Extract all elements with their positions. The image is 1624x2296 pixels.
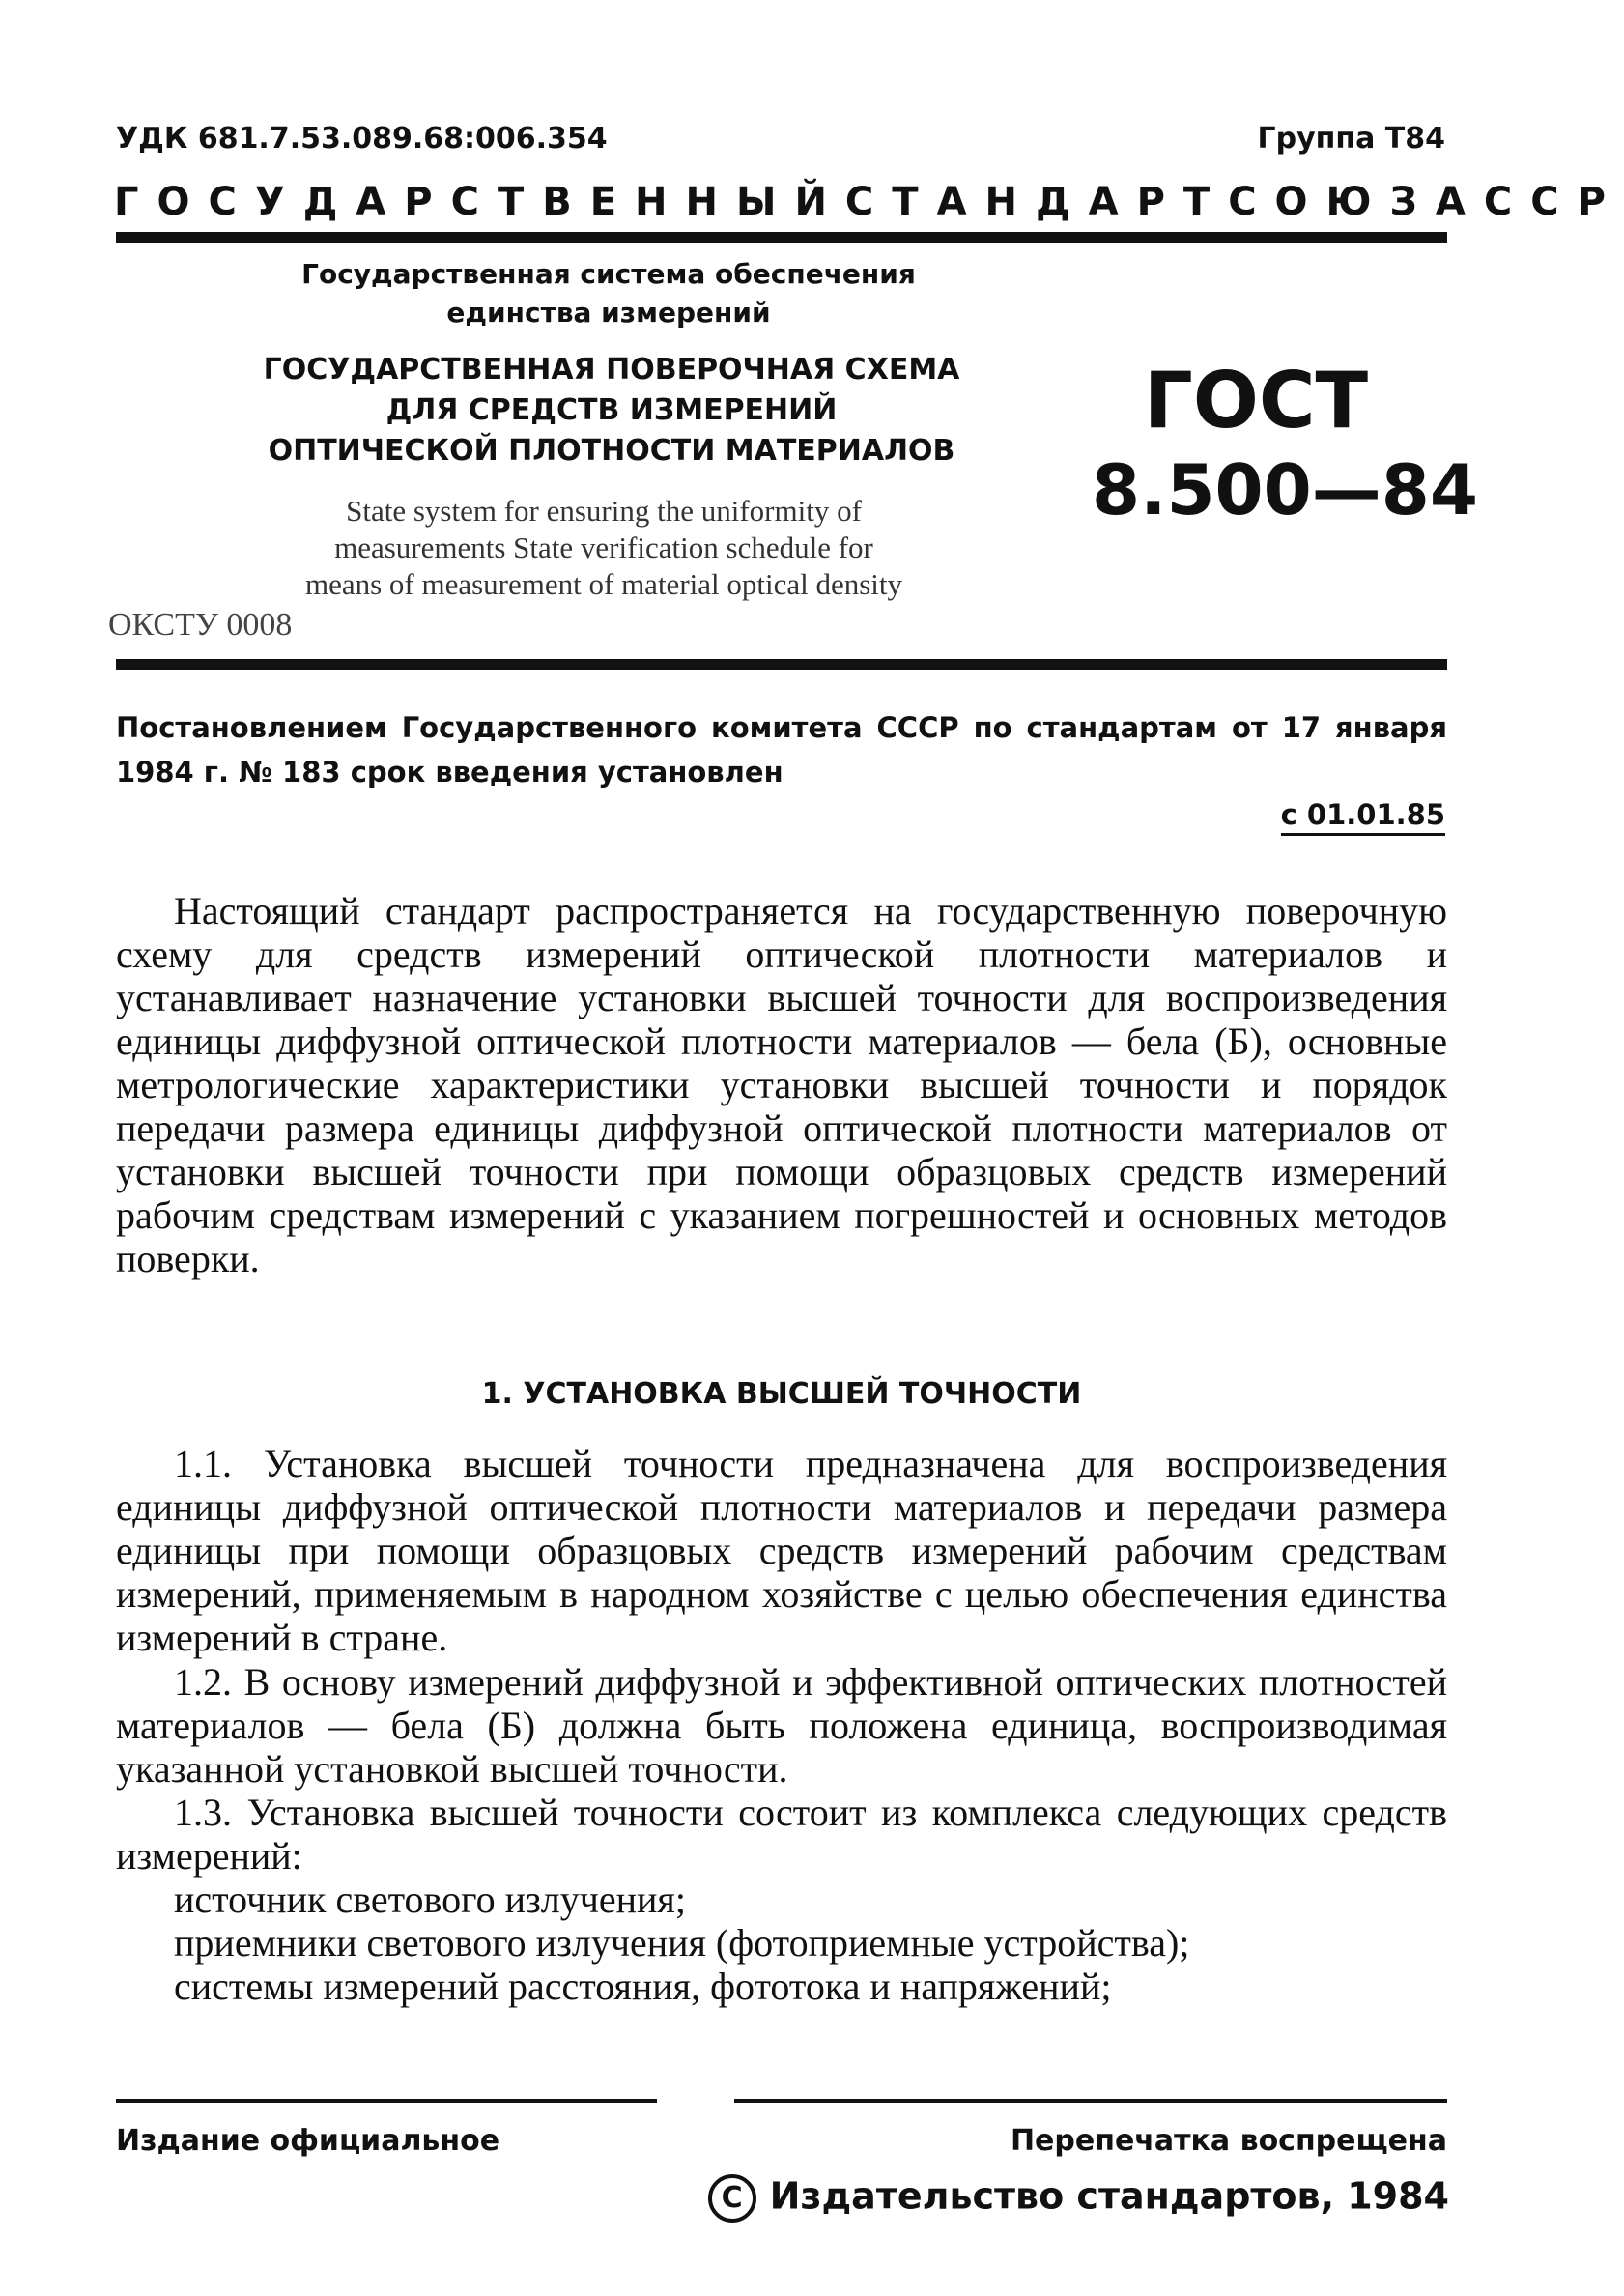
official-edition-note: Издание официальное: [116, 2124, 500, 2158]
banner-word: ГОСУДАРСТВЕННЫЙ: [114, 180, 845, 224]
title-block-rule: [116, 659, 1447, 670]
list-item: приемники светового излучения (фотоприемные устройства);: [174, 1921, 1190, 1965]
paragraph-1-2: 1.2. В основу измерений диффузной и эффективной оптических плотностей материалов — бела (Б) должна быть положена единица, воспроизводимая указанной установкой высшей точности.: [116, 1660, 1447, 1791]
english-line: means of measurement of material optical density: [304, 567, 903, 601]
title-line: ОПТИЧЕСКОЙ ПЛОТНОСТИ МАТЕРИАЛОВ: [268, 434, 955, 468]
list-item: источник светового излучения;: [174, 1878, 686, 1921]
english-title: [193, 493, 1014, 603]
copyright-icon: C: [708, 2174, 756, 2223]
list-item: системы измерений расстояния, фототока и напряжений;: [174, 1965, 1112, 2008]
document-title: [211, 350, 1012, 472]
paragraph-1-1: 1.1. Установка высшей точности предназначена для воспроизведения единицы диффузной оптической плотности материалов и передачи размера единицы при помощи образцовых средств измерений рабочим средствам измерений, применяемым в народном хозяйстве с целью обеспечения единства измерений в стране.: [116, 1442, 1447, 1659]
footer-rule: [734, 2099, 1447, 2103]
english-line: measurements State verification schedule for: [334, 531, 873, 564]
title-line: ГОСУДАРСТВЕННАЯ ПОВЕРОЧНАЯ СХЕМА: [263, 353, 960, 387]
publisher-line: [708, 2174, 1449, 2223]
gost-number: 8.500—84: [1092, 449, 1478, 531]
system-subtitle: [222, 255, 995, 332]
effective-date: с 01.01.85: [1281, 798, 1445, 836]
gost-label: ГОСТ: [1143, 356, 1369, 445]
footer-rule: [116, 2099, 657, 2103]
paragraph-1-3: 1.3. Установка высшей точности состоит из комплекса следующих средств измерений:: [116, 1791, 1447, 1878]
section-heading: 1. УСТАНОВКА ВЫСШЕЙ ТОЧНОСТИ: [481, 1377, 1082, 1411]
title-line: ДЛЯ СРЕДСТВ ИЗМЕРЕНИЙ: [385, 393, 838, 427]
udk-code: УДК 681.7.53.089.68:006.354: [116, 122, 608, 156]
intro-paragraph: Настоящий стандарт распространяется на государственную поверочную схему для средств измерений оптической плотности материалов и устанавливает назначение установки высшей точности для воспроизведения единицы диффузной оптической плотности материалов — бела (Б), основные метрологические характеристики установки высшей точности и порядок передачи размера единицы диффузной оптической плотности материалов от установки высшей точности при помощи образцовых средств измерений рабочим средствам измерений с указанием погрешностей и основных методов поверки.: [116, 889, 1447, 1280]
reprint-notice: Перепечатка воспрещена: [1010, 2124, 1447, 2158]
group-code: Группа Т84: [1257, 122, 1445, 156]
state-standard-banner: [114, 180, 1624, 224]
english-line: State system for ensuring the uniformity of: [346, 494, 862, 528]
header-rule: [116, 232, 1447, 243]
okstu-code: ОКСТУ 0008: [108, 607, 293, 643]
banner-word: СТАНДАРТ: [844, 180, 1229, 224]
publisher-name: Издательство стандартов, 1984: [769, 2174, 1449, 2218]
decree-text: Постановлением Государственного комитета СССР по стандартам от 17 января 1984 г. № 183 срок введения установлен: [116, 711, 1447, 789]
system-line: единства измерений: [446, 297, 771, 329]
banner-word: СОЮЗА: [1228, 180, 1484, 224]
banner-word: ССР: [1483, 180, 1624, 224]
system-line: Государственная система обеспечения: [301, 258, 916, 290]
